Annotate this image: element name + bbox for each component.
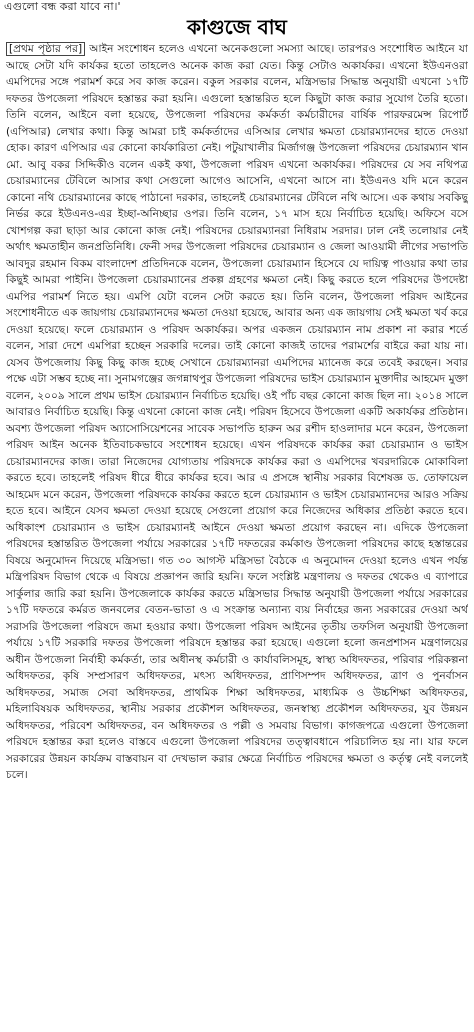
article-headline: কাগুজে বাঘ <box>187 15 287 39</box>
article-body-text: আইন সংশোধন হলেও এখনো অনেকগুলো সমস্যা আছে। তারপরও সংশোধিত আইনে যা আছে সেটা যদি কার্যকর হতো তাহলেও অনেক কাজ করা যেত। কিন্তু সেটাও অকার্যকর। এখনো ইউএনওরা এমপিদের সঙ্গে পরামর্শ করে সব কাজ করেন। বকুল সরকার বলেন, মন্ত্রিসভার সিদ্ধান্ত অনুযায়ী এখনো ১৭টি দফতর উপজেলা পরিষদে হস্তান্তর করা হয়নি। এগুলো হস্তান্তরিত হলে কিছুটা কাজ করার সুযোগ তৈরি হতো। তিনি বলেন, আইনে বলা হয়েছে, উপজেলা পরিষদের কর্মকর্তা কর্মচারীদের বার্ষিক পারফরমেন্স রিপোর্ট (এপিআর) লেখার কথা। কিন্তু আমরা চাই কর্মকর্তাদের এসিআর লেখার ক্ষমতা চেয়ারম্যানদের হাতে দেওয়া হোক। কারণ এপিআর এর কোনো কার্যকারিতা নেই। পটুয়াখালীর মির্জাগঞ্জ উপজেলা পরিষদের চেয়ারম্যান খান মো. আবু বকর সিদ্দিকীও বলেন একই কথা, উপজেলা পরিষদ এখনো অকার্যকর। পরিষদের যে সব নথিপত্র চেয়ারম্যানের টেবিলে আসার কথা সেগুলো আগেও আসেনি, এখনো আসে না। ইউএনও যদি মনে করেন কোনো নথি চেয়ারম্যানের কাছে পাঠানো দরকার, তাহলেই চেয়ারম্যানের টেবিলে নথি আসে। এক কথায় সবকিছু নির্ভর করে ইউএনও-এর ইচ্ছা-অনিচ্ছার ওপর। তিনি বলেন, ১৭ মাস হয়ে নির্বাচিত হয়েছি। অফিসে বসে খোশগল্প করা ছাড়া আর কোনো কাজ নেই। পরিষদের চেয়ারম্যানরা নিধিরাম সরদার। ঢাল নেই তলোয়ার নেই অর্থাৎ ক্ষমতাহীন জনপ্রতিনিধি। ফেনী সদর উপজেলা পরিষদের চেয়ারম্যান ও জেলা আওয়ামী লীগের সভাপতি আবদুর রহমান বিকম বাংলাদেশ প্রতিদিনকে বলেন, উপজেলা চেয়ারম্যান হিসেবে যে দায়িত্ব পাওয়ার কথা তার কিছুই আমরা পাইনি। উপজেলা চেয়ারম্যানের প্রকল্প গ্রহণের ক্ষমতা নেই। কিছু করতে হলে পরিষদের উপদেষ্টা এমপির পরামর্শ নিতে হয়। এমপি যেটা বলেন সেটা করতে হয়। তিনি বলেন, উপজেলা পরিষদ আইনের সংশোধনীতে এক জায়গায় চেয়ারম্যানদের ক্ষমতা দেওয়া হয়েছে, আবার অন্য এক জায়গায় সেই ক্ষমতা খর্ব করে দেওয়া হয়েছে। ফলে চেয়ারম্যান ও পরিষদ অকার্যকর। অপর একজন চেয়ারম্যান নাম প্রকাশ না করার শর্তে বলেন, সারা দেশে এমপিরা হচ্ছেন সরকারি দলের। তাই কোনো কাজই তাদের পরামর্শের বাইরে করা যায় না। যেসব উপজেলায় কিছু কিছু কাজ হচ্ছে সেখানে চেয়ারম্যানরা এমপিদের ম্যানেজ করে তবেই করছেন। সবার পক্ষে এটা সম্ভব হচ্ছে না। সুনামগঞ্জের জগন্নাথপুর উপজেলা পরিষদের ভাইস চেয়ারম্যান মুক্তাদীর আহমেদ মুক্তা বলেন, ২০০৯ সালে প্রথম ভাইস চেয়ারম্যান নির্বাচিত হয়েছি। ওই পাঁচ বছর কোনো কাজ ছিল না। ২০১৪ সালে আবারও নির্বাচিত হয়েছি। কিন্তু এখনো কোনো কাজ নেই। পরিষদ হিসেবে উপজেলা একটি অকার্যকর প্রতিষ্ঠান। অবশ্য উপজেলা পরিষদ অ্যাসোসিয়েশনের সাবেক সভাপতি হারুন অর রশীদ হাওলাদার মনে করেন, উপজেলা পরিষদ আইন অনেক ইতিবাচকভাবে সংশোধন হয়েছে। এখন পরিষদকে কার্যকর করা চেয়ারম্যান ও ভাইস চেয়ারম্যানদের কাজ। তারা নিজেদের যোগ্যতায় পরিষদকে কার্যকর করা ও এমপিদের খবরদারিকে মোকাবিলা করতে হবে। তাহলেই পরিষদ ধীরে ধীরে কার্যকর হবে। আর এ প্রসঙ্গে স্থানীয় সরকার বিশেষজ্ঞ ড. তোফায়েল আহমেদ মনে করেন, উপজেলা পরিষদকে কার্যকর করতে হলে চেয়ারম্যান ও ভাইস চেয়ারম্যানদের আরও সক্রিয় হতে হবে। আইনে যেসব ক্ষমতা দেওয়া হয়েছে সেগুলো প্রয়োগ করে নিজেদের অধিকার প্রতিষ্ঠা করতে হবে। অধিকাংশ চেয়ারম্যান ও ভাইস চেয়ারম্যানই আইনে দেওয়া ক্ষমতা প্রয়োগ করছেন না। এদিকে উপজেলা পরিষদের হস্তান্তরিত উপজেলা পর্যায়ে সরকারের ১৭টি দফতরের কর্মকাণ্ড উপজেলা পরিষদের কাছে হস্তান্তরের বিষয়ে অনুমোদন দিয়েছে মন্ত্রিসভা। গত ৩০ আগস্ট মন্ত্রিসভা বৈঠকে এ অনুমোদন দেওয়া হলেও এখন পর্যন্ত মন্ত্রিপরিষদ বিভাগ থেকে এ বিষয়ে প্রজ্ঞাপন জারি হয়নি। ফলে সংশ্লিষ্ট মন্ত্রণালয় ও দফতর থেকেও এ ব্যাপারে সার্কুলার জারি করা হয়নি। উপজেলাকে কার্যকর করতে মন্ত্রিসভার সিদ্ধান্ত অনুযায়ী উপজেলা পর্যায়ে সরকারের ১৭টি দফতরে কর্মরত জনবলের বেতন-ভাতা ও এ সংক্রান্ত অন্যান্য ব্যয় নির্বাহের জন্য সরকারের দেওয়া অর্থ সরাসরি উপজেলা পরিষদে জমা হওয়ার কথা। উপজেলা পরিষদ আইনের তৃতীয় তফসিল অনুযায়ী উপজেলা পর্যায়ে ১৭টি সরকারি দফতর উপজেলা পরিষদে হস্তান্তর করা হয়েছে। এগুলো হলো জনপ্রশাসন মন্ত্রণালয়ের অধীন উপজেলা নির্বাহী কর্মকর্তা, তার অধীনস্থ কর্মচারী ও কার্যাবলিসমূহ, স্বাস্থ্য অধিদফতর, পরিবার পরিকল্পনা অধিদফতর, কৃষি সম্প্রসারণ অধিদফতর, মৎস্য অধিদফতর, প্রাণিসম্পদ অধিদফতর, ত্রাণ ও পুনর্বাসন অধিদফতর, সমাজ সেবা অধিদফতর, প্রাথমিক শিক্ষা অধিদফতর, মাধ্যমিক ও উচ্চশিক্ষা অধিদফতর, মহিলাবিষয়ক অধিদফতর, স্থানীয় সরকার প্রকৌশল অধিদফতর, জনস্বাস্থ্য প্রকৌশল অধিদফতর, যুব উন্নয়ন অধিদফতর, পরিবেশ অধিদফতর, বন অধিদফতর ও পল্লী ও সমবায় বিভাগ। কাগজপত্রে এগুলো উপজেলা পরিষদে হস্তান্তর করা হলেও বাস্তবে এগুলো উপজেলা পরিষদের তত্ত্বাবধানে পরিচালিত হয় না। যার ফলে সরকারের উন্নয়ন কার্যক্রম বাস্তবায়ন বা দেখভাল করার ক্ষেত্রে নির্বাচিত পরিষদের ক্ষমতা ও কর্তৃত্ব নেই বললেই চলে। <box>6 43 468 781</box>
article-paragraph <box>6 41 468 784</box>
page-reference: [প্রথম পৃষ্ঠার পর] <box>6 42 85 56</box>
article-body <box>6 41 468 1026</box>
previous-clipping-fragment <box>0 0 474 12</box>
previous-clip-text: এগুলো বন্ধ করা যাবে না।' <box>4 0 121 12</box>
